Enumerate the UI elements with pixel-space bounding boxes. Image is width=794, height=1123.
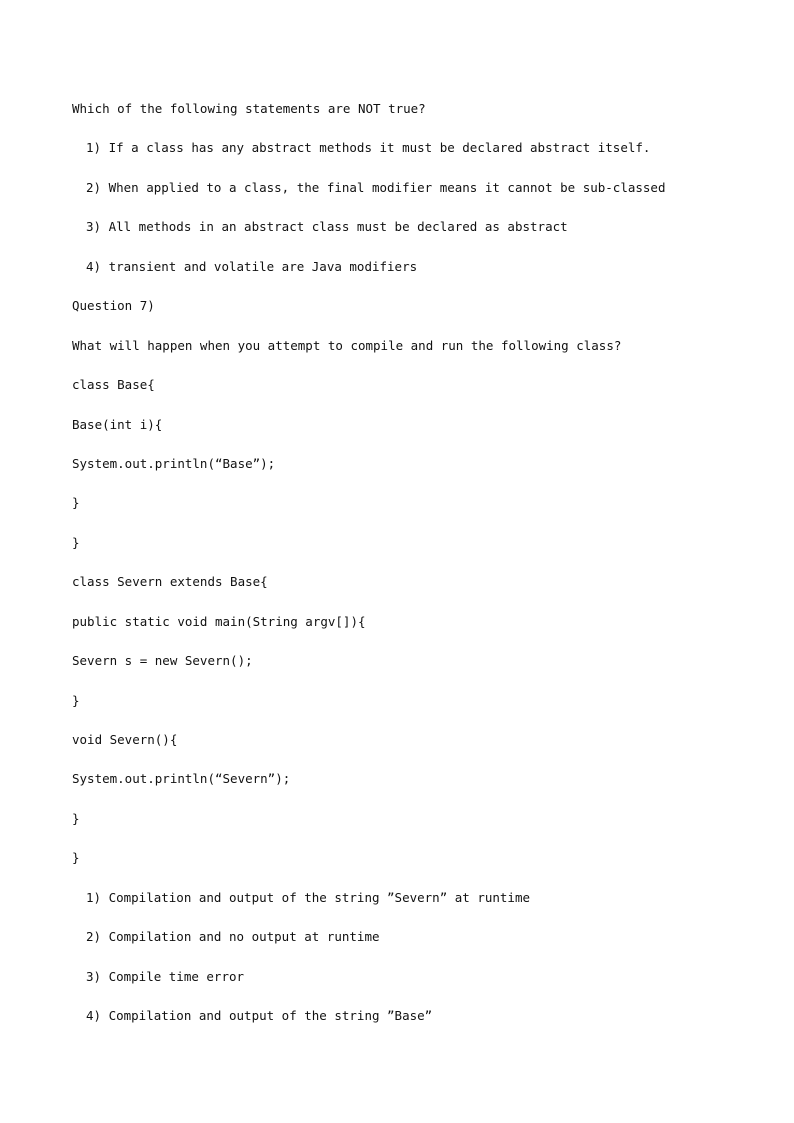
code-line: } <box>72 495 80 511</box>
question-6-prompt: Which of the following statements are NOT true? <box>72 101 426 116</box>
code-line: System.out.println(“Severn”); <box>72 771 291 787</box>
code-line: Severn s = new Severn(); <box>72 653 253 669</box>
question-6-option-4: 4) transient and volatile are Java modifiers <box>86 258 418 274</box>
code-line: class Severn extends Base{ <box>72 574 268 590</box>
code-line: void Severn(){ <box>72 732 178 747</box>
code-line: Base(int i){ <box>72 416 163 432</box>
question-7-option-2: 2) Compilation and no output at runtime <box>86 929 380 945</box>
code-line: } <box>72 850 80 866</box>
code-line: System.out.println(“Base”); <box>72 455 276 471</box>
question-7-option-4: 4) Compilation and output of the string ”Base” <box>86 1008 433 1024</box>
question-7-heading: Question 7) <box>72 298 155 314</box>
question-6-option-2: 2) When applied to a class, the final modifier means it cannot be sub-classed <box>86 179 666 195</box>
question-7-option-3: 3) Compile time error <box>86 968 245 984</box>
question-6-option-3: 3) All methods in an abstract class must be declared as abstract <box>86 219 568 235</box>
question-6-option-1: 1) If a class has any abstract methods it must be declared abstract itself. <box>86 140 651 156</box>
question-7-option-1: 1) Compilation and output of the string ”Severn” at runtime <box>86 889 531 905</box>
document-content <box>72 100 772 1047</box>
code-line: } <box>72 810 80 826</box>
code-line: class Base{ <box>72 377 155 393</box>
code-line: } <box>72 692 80 708</box>
code-line: public static void main(String argv[]){ <box>72 613 366 629</box>
question-7-prompt: What will happen when you attempt to compile and run the following class? <box>72 337 622 353</box>
code-line: } <box>72 534 80 550</box>
